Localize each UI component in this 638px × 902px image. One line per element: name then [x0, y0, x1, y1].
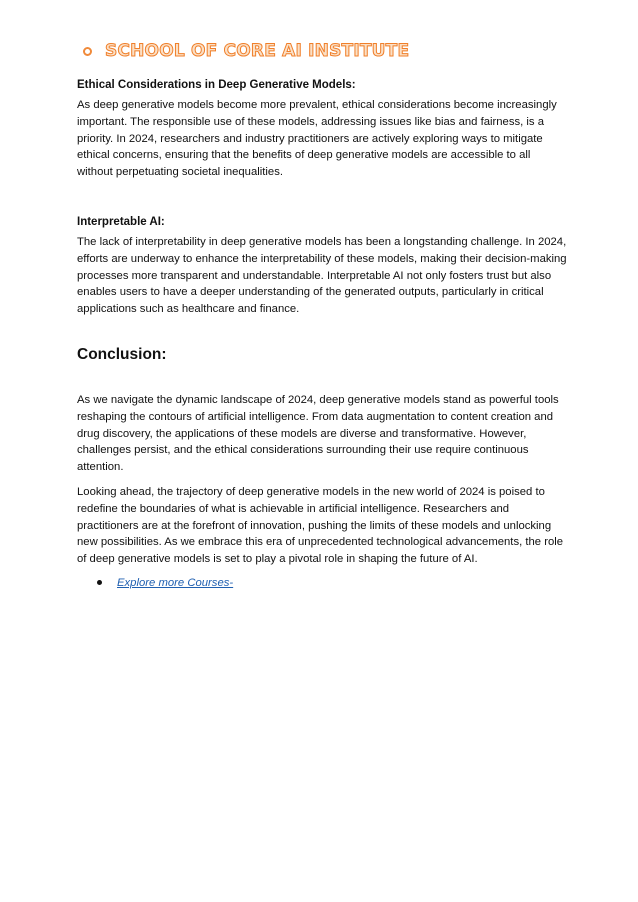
paragraph-conclusion-2: Looking ahead, the trajectory of deep generative models in the new world of 2024 is poised to redefine the boundaries of what is achievable in artificial intelligence. Researchers and practitioners are at the forefront of innovation, pushing the limits of these models and unlocking new possibilities. As we embrace this era of unprecedented technological advancements, the role of deep generative models is set to play a pivotal role in shaping the future of AI.: [77, 485, 564, 566]
list-item: [97, 577, 567, 589]
paragraph-interpretable: The lack of interpretability in deep generative models has been a longstanding challenge. In 2024, efforts are underway to enhance the interpretability of these models, making their decision-making processes more transparent and understandable. Interpretable AI not only fosters trust but also enables users to have a deeper understanding of the generated outputs, particularly in critical applications such as healthcare and finance.: [77, 235, 567, 316]
paragraph-ethical: As deep generative models become more prevalent, ethical considerations become increasingly important. The responsible use of these models, addressing issues like bias and fairness, is a priority. In 2024, researchers and industry practitioners are actively exploring ways to mitigate ethical concerns, ensuring that the benefits of deep generative models are accessible to all without perpetuating societal inequalities.: [77, 99, 557, 179]
institute-title: SCHOOL OF CORE AI INSTITUTE: [105, 41, 410, 61]
bullet-dot-icon: [97, 580, 102, 585]
conclusion-heading: Conclusion:: [77, 345, 167, 363]
section-heading-ethical: Ethical Considerations in Deep Generative Models:: [77, 79, 356, 91]
paragraph-conclusion-1: As we navigate the dynamic landscape of 2024, deep generative models stand as powerful tools reshaping the contours of artificial intelligence. From data augmentation to content creation and drug discovery, the applications of these models are diverse and transformative. However, challenges persist, and the ethical considerations surrounding their use require continuous attention.: [77, 393, 559, 474]
section-heading-interpretable: Interpretable AI:: [77, 215, 165, 228]
circle-bullet-icon: [83, 47, 92, 56]
document-page: [77, 38, 567, 589]
explore-courses-link[interactable]: Explore more Courses-: [117, 576, 234, 589]
document-header: [83, 38, 567, 64]
